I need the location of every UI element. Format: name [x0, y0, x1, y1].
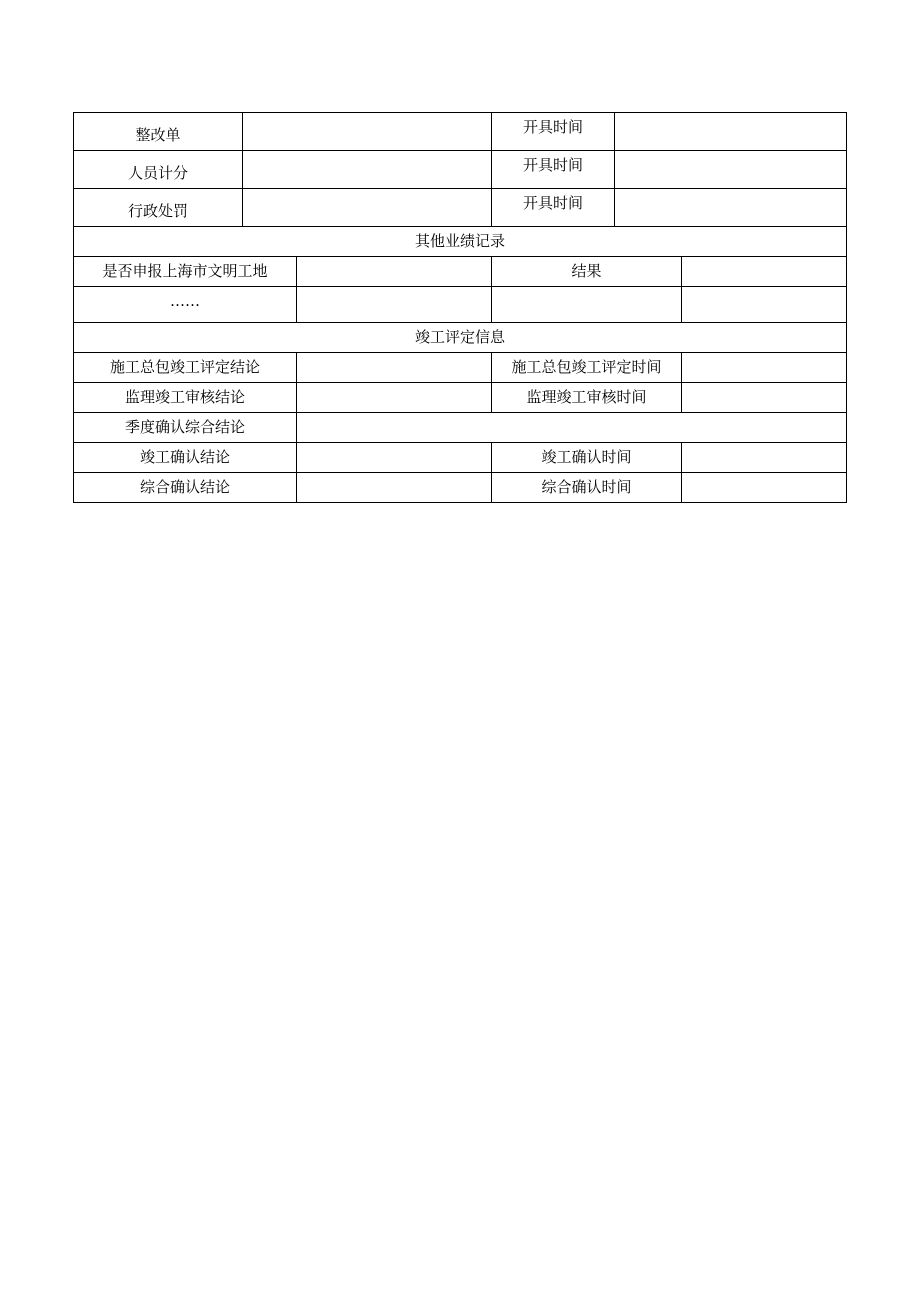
completion-conclusion-label: 竣工确认结论: [74, 443, 297, 473]
comprehensive-conclusion-label: 综合确认结论: [74, 473, 297, 503]
civilized-site-label: 是否申报上海市文明工地: [74, 257, 297, 287]
table-row: [74, 473, 847, 503]
supervision-time-value[interactable]: [682, 383, 847, 413]
supervision-conclusion-value[interactable]: [297, 383, 492, 413]
issue-time-label: 开具时间: [492, 189, 615, 227]
form-sheet: [73, 112, 846, 503]
rectification-order-label: 整改单: [74, 113, 243, 151]
supervision-time-label: 监理竣工审核时间: [492, 383, 682, 413]
completion-time-value[interactable]: [682, 443, 847, 473]
issue-time-label: 开具时间: [492, 151, 615, 189]
administrative-penalty-label: 行政处罚: [74, 189, 243, 227]
other-records-title: 其他业绩记录: [74, 227, 847, 257]
comprehensive-time-value[interactable]: [682, 473, 847, 503]
completion-title: 竣工评定信息: [74, 323, 847, 353]
records-table: [73, 227, 847, 503]
personnel-points-label: 人员计分: [74, 151, 243, 189]
completion-time-label: 竣工确认时间: [492, 443, 682, 473]
result-label: 结果: [492, 257, 682, 287]
administrative-penalty-time-value[interactable]: [615, 189, 847, 227]
issuance-table: [73, 112, 847, 227]
ellipsis-result-value[interactable]: [682, 287, 847, 323]
administrative-penalty-value[interactable]: [243, 189, 492, 227]
contractor-time-label: 施工总包竣工评定时间: [492, 353, 682, 383]
table-row: [74, 227, 847, 257]
rectification-order-value[interactable]: [243, 113, 492, 151]
issue-time-label: 开具时间: [492, 113, 615, 151]
personnel-points-value[interactable]: [243, 151, 492, 189]
table-row: [74, 113, 847, 151]
contractor-conclusion-value[interactable]: [297, 353, 492, 383]
quarterly-conclusion-label: 季度确认综合结论: [74, 413, 297, 443]
table-row: [74, 257, 847, 287]
table-row: [74, 323, 847, 353]
table-row: [74, 151, 847, 189]
ellipsis-result-label: [492, 287, 682, 323]
table-row: [74, 353, 847, 383]
table-row: [74, 383, 847, 413]
comprehensive-conclusion-value[interactable]: [297, 473, 492, 503]
ellipsis-label: ……: [74, 287, 297, 323]
table-row: [74, 443, 847, 473]
contractor-time-value[interactable]: [682, 353, 847, 383]
ellipsis-value[interactable]: [297, 287, 492, 323]
table-row: [74, 189, 847, 227]
completion-conclusion-value[interactable]: [297, 443, 492, 473]
quarterly-conclusion-value[interactable]: [297, 413, 847, 443]
civilized-site-value[interactable]: [297, 257, 492, 287]
contractor-conclusion-label: 施工总包竣工评定结论: [74, 353, 297, 383]
table-row: [74, 287, 847, 323]
supervision-conclusion-label: 监理竣工审核结论: [74, 383, 297, 413]
personnel-points-time-value[interactable]: [615, 151, 847, 189]
rectification-order-time-value[interactable]: [615, 113, 847, 151]
result-value[interactable]: [682, 257, 847, 287]
comprehensive-time-label: 综合确认时间: [492, 473, 682, 503]
table-row: [74, 413, 847, 443]
